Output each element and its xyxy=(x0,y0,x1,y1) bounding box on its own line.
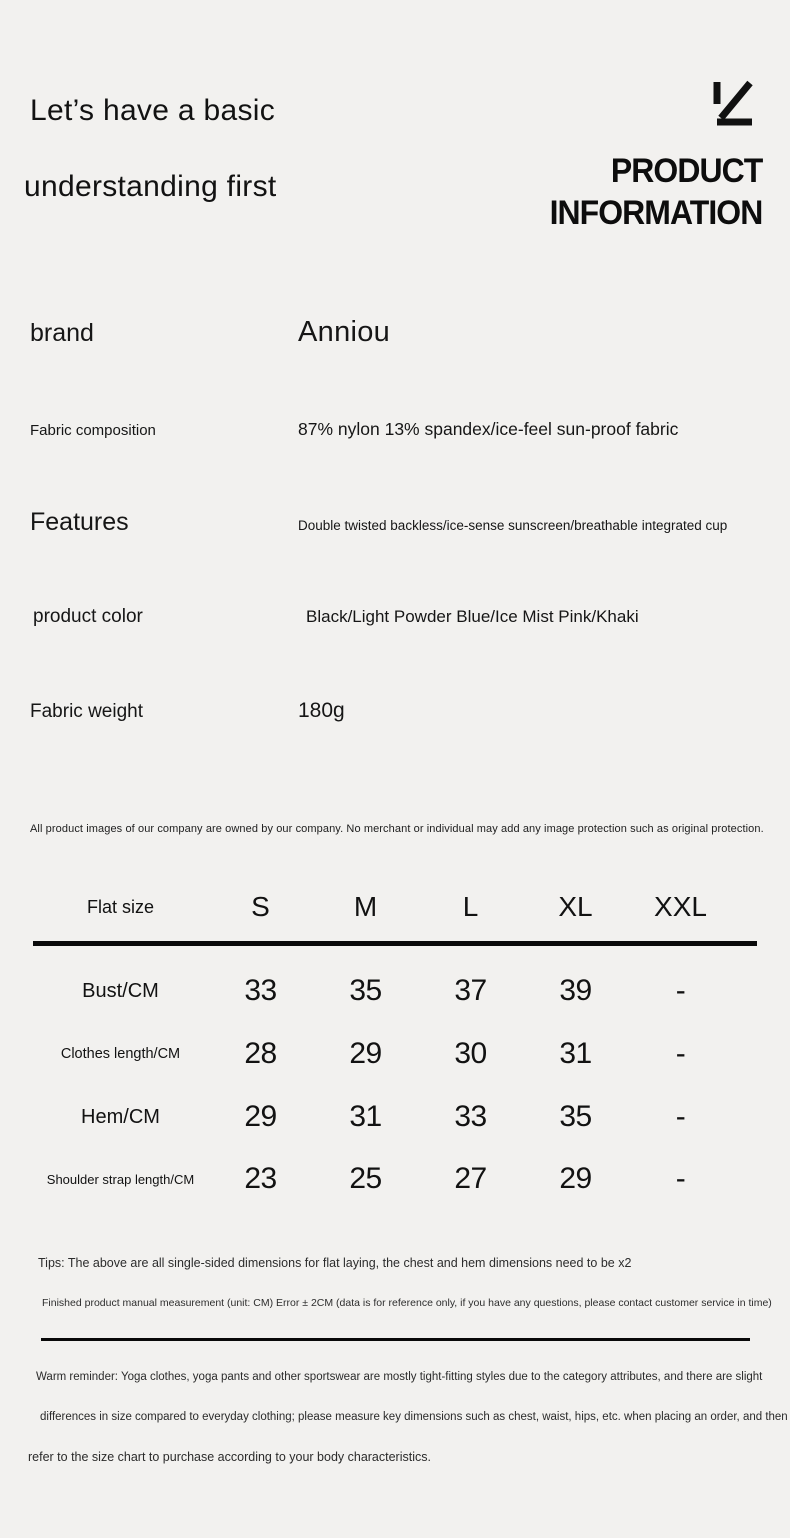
arrow-down-left-icon xyxy=(704,76,758,134)
warm-reminder-line1: Warm reminder: Yoga clothes, yoga pants and other sportswear are mostly tight-fitting styles due to the category attributes, and there are slight xyxy=(36,1371,763,1383)
spec-row-fabric-weight xyxy=(30,699,770,723)
table-cell: 37 xyxy=(454,974,487,1007)
table-cell: 28 xyxy=(244,1037,277,1070)
spec-row-product-color xyxy=(30,606,770,628)
table-cell: 29 xyxy=(244,1100,277,1133)
spec-row-features xyxy=(30,508,770,537)
tips-line2: Finished product manual measurement (unit: CM) Error ± 2CM (data is for reference only, if you have any questions, please contact customer service in time) xyxy=(42,1297,772,1309)
spec-row-brand xyxy=(30,316,770,349)
size-table-header-m: M xyxy=(353,891,378,922)
page-title-line2: INFORMATION xyxy=(549,194,762,232)
size-table-row-shoulder-strap xyxy=(33,1154,733,1204)
table-cell: 27 xyxy=(454,1162,487,1195)
table-cell: 31 xyxy=(349,1100,382,1133)
table-cell: 33 xyxy=(454,1100,487,1133)
warm-reminder-line2: differences in size compared to everyday clothing; please measure key dimensions such as chest, waist, hips, etc. when placing an order, and then xyxy=(40,1411,788,1423)
table-cell: 23 xyxy=(244,1162,277,1195)
spec-value-fabric-weight: 180g xyxy=(298,699,345,722)
table-cell: - xyxy=(675,974,686,1007)
table-cell: 29 xyxy=(559,1162,592,1195)
intro-heading-line2: understanding first xyxy=(24,170,277,203)
table-cell: 33 xyxy=(244,974,277,1007)
section-divider xyxy=(41,1338,750,1341)
size-table-row-hem xyxy=(33,1091,733,1143)
spec-label-brand: brand xyxy=(30,319,94,347)
size-table-row-label: Bust/CM xyxy=(82,979,159,1002)
spec-label-features: Features xyxy=(30,508,129,536)
size-table-header-row xyxy=(33,880,733,934)
spec-row-fabric-composition xyxy=(30,419,770,440)
table-cell: 30 xyxy=(454,1037,487,1070)
page-title-line1: PRODUCT xyxy=(610,152,762,190)
intro-heading-line1: Let’s have a basic xyxy=(30,94,276,127)
spec-label-product-color: product color xyxy=(33,606,143,627)
spec-value-fabric-composition: 87% nylon 13% spandex/ice-feel sun-proof fabric xyxy=(298,419,679,439)
table-cell: - xyxy=(675,1162,686,1195)
table-cell: - xyxy=(675,1100,686,1133)
page-title xyxy=(549,150,762,234)
table-cell: 35 xyxy=(559,1100,592,1133)
copyright-notice: All product images of our company are owned by our company. No merchant or individual may add any image protection such as original protection. xyxy=(30,823,764,835)
table-cell: 31 xyxy=(559,1037,592,1070)
spec-value-brand: Anniou xyxy=(298,316,391,348)
size-table-row-label: Shoulder strap length/CM xyxy=(46,1171,195,1187)
warm-reminder-line3: refer to the size chart to purchase according to your body characteristics. xyxy=(28,1450,431,1464)
size-table-row-label: Clothes length/CM xyxy=(60,1046,181,1062)
spec-value-features: Double twisted backless/ice-sense sunscreen/breathable integrated cup xyxy=(298,518,728,533)
size-table-header-label: Flat size xyxy=(86,896,155,917)
table-cell: - xyxy=(675,1037,686,1070)
table-cell: 35 xyxy=(349,974,382,1007)
table-cell: 39 xyxy=(559,974,592,1007)
size-table-row-label: Hem/CM xyxy=(81,1105,160,1128)
size-table-header-rule xyxy=(33,941,757,946)
spec-label-fabric-composition: Fabric composition xyxy=(30,422,156,439)
table-cell: 29 xyxy=(349,1037,382,1070)
size-table-row-bust xyxy=(33,964,733,1018)
size-table-header-xl: XL xyxy=(558,891,593,922)
spec-label-fabric-weight: Fabric weight xyxy=(30,701,143,722)
table-cell: 25 xyxy=(349,1162,382,1195)
size-table-row-clothes-length xyxy=(33,1028,733,1080)
size-table-header-xxl: XXL xyxy=(654,891,707,922)
tips-line1: Tips: The above are all single-sided dimensions for flat laying, the chest and hem dimensions need to be x2 xyxy=(38,1256,632,1270)
size-table-header-l: L xyxy=(462,891,479,922)
size-table-header-s: S xyxy=(251,891,270,922)
spec-value-product-color: Black/Light Powder Blue/Ice Mist Pink/Khaki xyxy=(306,607,639,626)
